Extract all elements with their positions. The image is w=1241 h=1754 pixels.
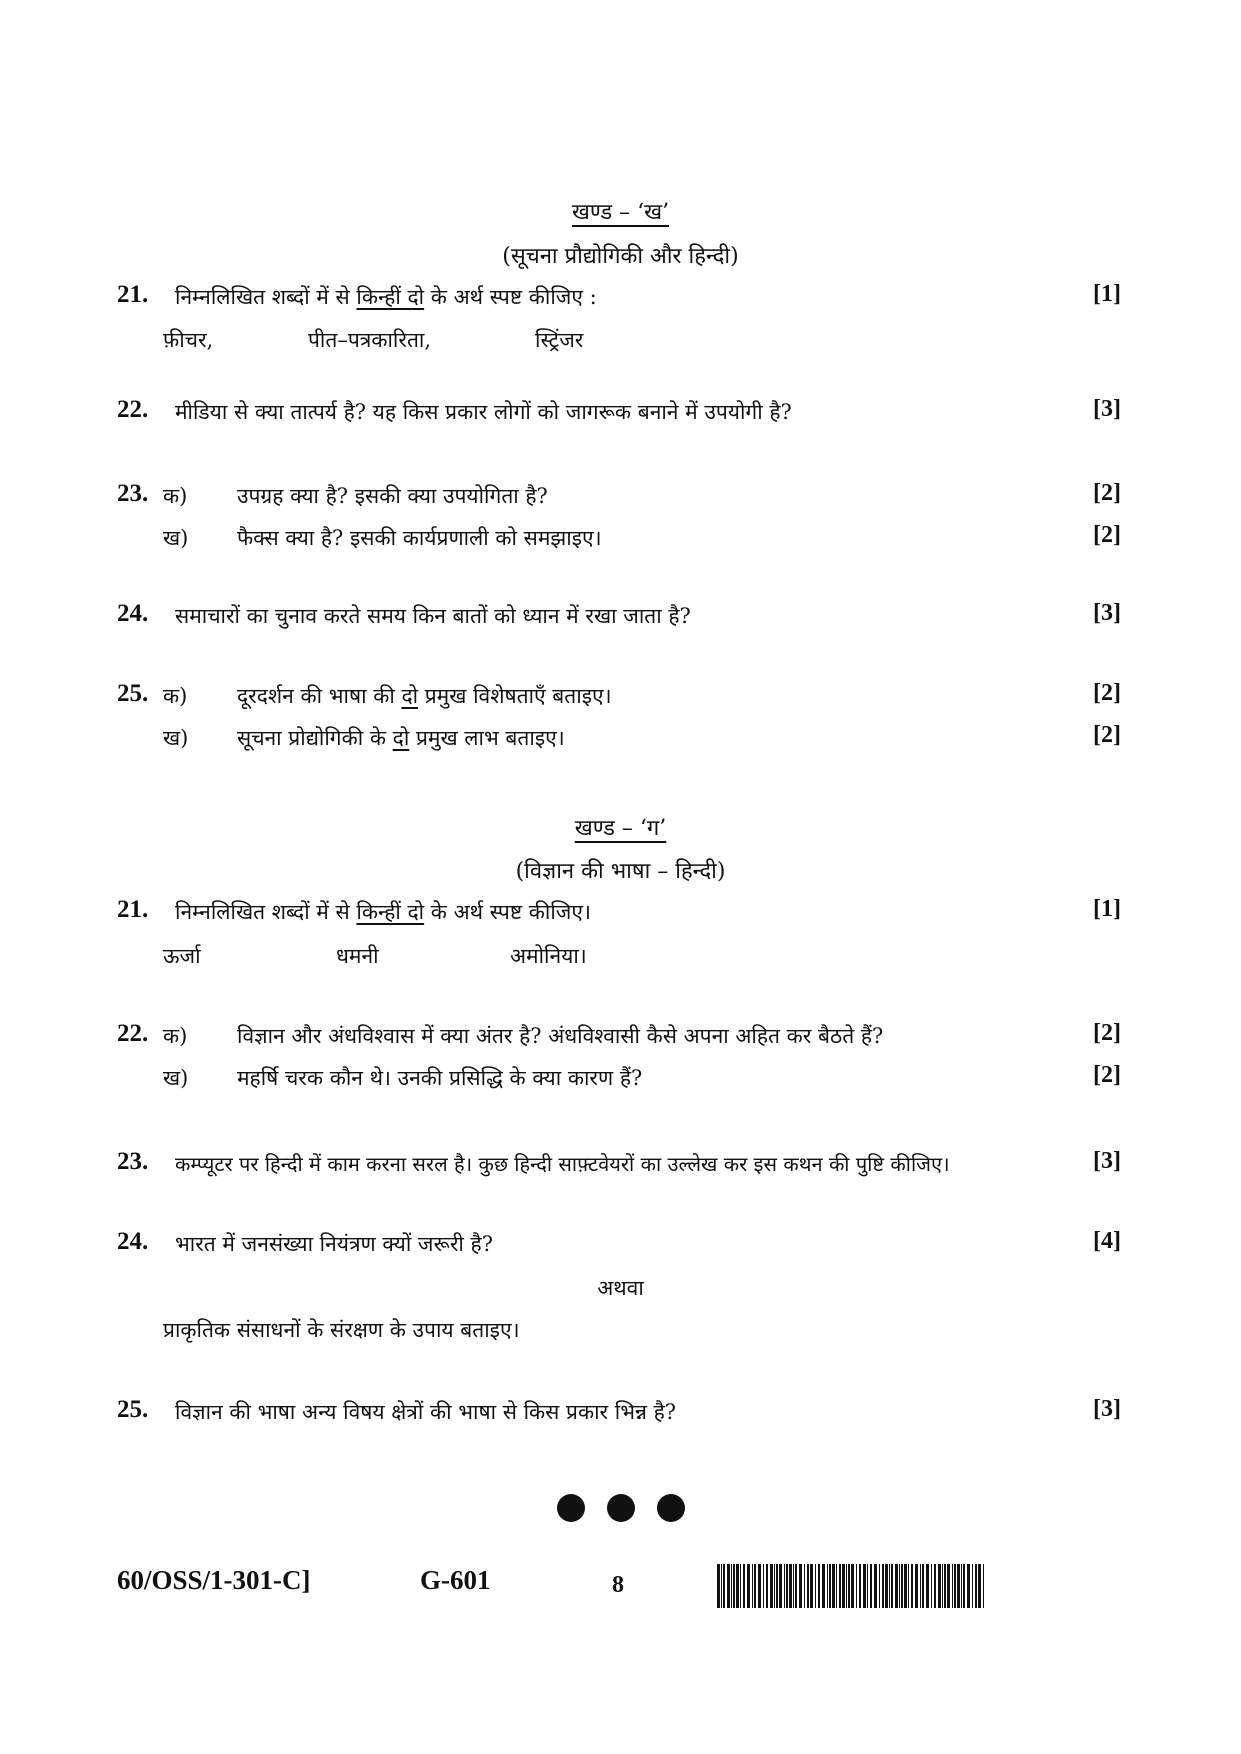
question-23a-kha	[0, 482, 1241, 516]
question-24-kha	[0, 602, 1241, 636]
question-text: निम्नलिखित शब्दों में से किन्हीं दो के अर्थ स्पष्ट कीजिए :	[175, 285, 597, 309]
term-word: स्ट्रिंजर	[535, 328, 584, 352]
question-text: मीडिया से क्या तात्पर्य है? यह किस प्रकार लोगों को जागरूक बनाने में उपयोगी है?	[175, 400, 792, 424]
question-marks: [2]	[1093, 522, 1121, 548]
question-marks: [2]	[1093, 722, 1121, 748]
question-25a-kha	[0, 682, 1241, 716]
question-text: विज्ञान और अंधविश्वास में क्या अंतर है? अंधविश्वासी कैसे अपना अहित कर बैठते हैं?	[237, 1024, 884, 1048]
series-code: G-601	[420, 1565, 491, 1595]
question-25-ga	[0, 1398, 1241, 1432]
question-number: 24.	[117, 1228, 149, 1255]
question-23b-kha	[0, 524, 1241, 558]
question-number: 24.	[117, 600, 149, 627]
question-21-kha	[0, 283, 1241, 317]
question-number: 22.	[117, 1020, 149, 1047]
question-number: 23.	[117, 1148, 149, 1175]
term-word: फ़ीचर,	[163, 328, 214, 352]
question-22a-ga	[0, 1022, 1241, 1056]
section-kha-subheading: (सूचना प्रौद्योगिकी और हिन्दी)	[502, 244, 739, 269]
question-text: कम्प्यूटर पर हिन्दी में काम करना सरल है। कुछ हिन्दी साफ़्टवेयरों का उल्लेख कर इस कथन की पुष्टि कीजिए।	[175, 1152, 950, 1176]
question-22b-ga	[0, 1064, 1241, 1098]
question-text: निम्नलिखित शब्दों में से किन्हीं दो के अर्थ स्पष्ट कीजिए।	[175, 900, 591, 924]
question-text: समाचारों का चुनाव करते समय किन बातों को ध्यान में रखा जाता है?	[175, 604, 691, 628]
section-ga-heading: खण्ड – ‘ग’	[574, 816, 667, 841]
question-22-kha	[0, 398, 1241, 432]
dot-icon	[657, 1494, 685, 1522]
question-marks: [1]	[1093, 896, 1121, 922]
or-label: अथवा	[597, 1276, 644, 1300]
question-text: दूरदर्शन की भाषा की दो प्रमुख विशेषताएँ बताइए।	[237, 684, 612, 708]
question-23-ga	[0, 1150, 1241, 1184]
question-text: महर्षि चरक कौन थे। उनकी प्रसिद्धि के क्या कारण हैं?	[237, 1066, 643, 1090]
term-word: पीत–पत्रकारिता,	[308, 328, 432, 352]
question-marks: [3]	[1093, 1396, 1121, 1422]
question-marks: [2]	[1093, 1020, 1121, 1046]
sub-label: ख)	[163, 726, 189, 750]
barcode-icon	[717, 1564, 987, 1608]
question-number: 21.	[117, 281, 149, 308]
question-marks: [3]	[1093, 1148, 1121, 1174]
sub-label: ख)	[163, 526, 189, 550]
question-21-ga	[0, 898, 1241, 932]
question-text: उपग्रह क्या है? इसकी क्या उपयोगिता है?	[237, 484, 548, 508]
end-marker-dots	[0, 1494, 1241, 1526]
question-text: विज्ञान की भाषा अन्य विषय क्षेत्रों की भाषा से किस प्रकार भिन्न है?	[175, 1400, 677, 1424]
section-ga-subheading: (विज्ञान की भाषा – हिन्दी)	[515, 859, 726, 884]
question-text: भारत में जनसंख्या नियंत्रण क्यों जरूरी है?	[175, 1232, 493, 1256]
page-number: 8	[612, 1572, 624, 1598]
question-marks: [2]	[1093, 480, 1121, 506]
question-25b-kha	[0, 724, 1241, 758]
question-marks: [2]	[1093, 1062, 1121, 1088]
section-kha-heading: खण्ड – ‘ख’	[571, 200, 670, 225]
question-marks: [4]	[1093, 1228, 1121, 1254]
question-number: 23.	[117, 480, 149, 507]
term-word: अमोनिया।	[510, 944, 587, 968]
question-marks: [3]	[1093, 600, 1121, 626]
question-number: 25.	[117, 680, 149, 707]
sub-label: क)	[163, 1024, 188, 1048]
paper-code: 60/OSS/1-301-C]	[117, 1565, 311, 1595]
question-marks: [1]	[1093, 281, 1121, 307]
term-word: धमनी	[336, 944, 379, 968]
alternate-question-text: प्राकृतिक संसाधनों के संरक्षण के उपाय बताइए।	[163, 1318, 520, 1342]
question-marks: [3]	[1093, 396, 1121, 422]
dot-icon	[557, 1494, 585, 1522]
question-text: सूचना प्रोद्योगिकी के दो प्रमुख लाभ बताइए।	[237, 726, 565, 750]
question-number: 22.	[117, 396, 149, 423]
question-text: फैक्स क्या है? इसकी कार्यप्रणाली को समझाइए।	[237, 526, 602, 550]
sub-label: ख)	[163, 1066, 189, 1090]
question-24-ga	[0, 1230, 1241, 1264]
sub-label: क)	[163, 684, 188, 708]
question-marks: [2]	[1093, 680, 1121, 706]
question-number: 21.	[117, 896, 149, 923]
term-word: ऊर्जा	[163, 944, 201, 968]
sub-label: क)	[163, 484, 188, 508]
question-number: 25.	[117, 1396, 149, 1423]
dot-icon	[607, 1494, 635, 1522]
